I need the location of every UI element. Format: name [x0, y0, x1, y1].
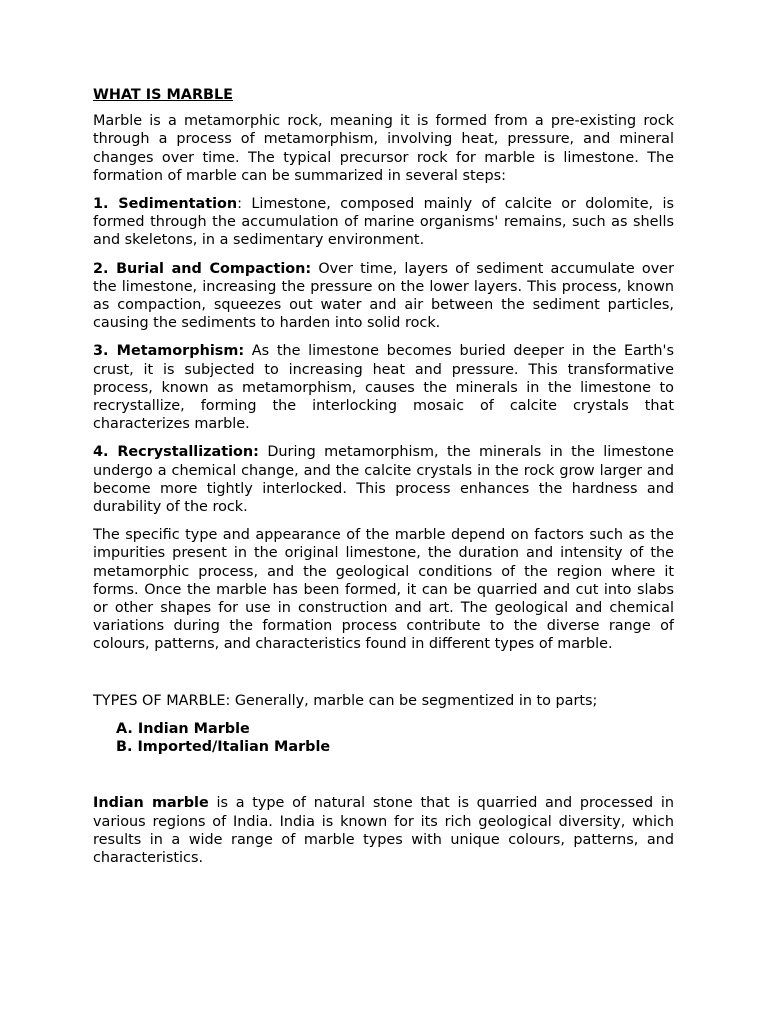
step-heading-1: 1. Sedimentation [93, 196, 238, 213]
step-paragraph-4 [93, 443, 674, 516]
step-separator-3 [244, 343, 252, 359]
list-item: B. Imported/Italian Marble [116, 739, 331, 756]
list-item: A. Indian Marble [116, 720, 250, 737]
step-text-1: Limestone, composed mainly of calcite or dolomite, is formed through the accumulation of marine organisms' remains, such as shells and skeletons, in a sedimentary environment. [93, 196, 674, 249]
step-paragraph-3 [93, 342, 674, 433]
step-text-3: As the limestone becomes buried deeper in the Earth's crust, it is subjected to increasing heat and pressure. This transformative process, known as metamorphism, causes the minerals in the limestone to recrystallize, forming the interlocking mosaic of calcite crystals that characterizes marble. [93, 343, 674, 433]
document-title: WHAT IS MARBLE [93, 87, 233, 103]
step-heading-2: 2. Burial and Compaction: [93, 260, 312, 277]
summary-paragraph: The specific type and appearance of the marble depend on factors such as the impurities present in the original limestone, the duration and intensity of the metamorphic process, and the geological conditions of the region where it forms. Once the marble has been formed, it can be quarried and cut into slabs or other shapes for use in construction and art. The geological and chemical variations during the formation process contribute to the diverse range of colours, patterns, and characteristics found in different types of marble. [93, 527, 674, 653]
step-heading-4: 4. Recrystallization: [93, 444, 259, 461]
step-heading-3: 3. Metamorphism: [93, 343, 245, 360]
step-text-4: During metamorphism, the minerals in the limestone undergo a chemical change, and the calcite crystals in the rock grow larger and become more tightly interlocked. This process enhances the hardness and durability of the rock. [93, 444, 674, 516]
step-paragraph-1 [93, 195, 674, 250]
intro-paragraph: Marble is a metamorphic rock, meaning it is formed from a pre-existing rock through a process of metamorphism, involving heat, pressure, and mineral changes over time. The typical precursor rock for marble is limestone. The formation of marble can be summarized in several steps: [93, 113, 674, 184]
indian-marble-paragraph [93, 794, 674, 867]
types-list [93, 720, 674, 756]
step-text-2: Over time, layers of sediment accumulate over the limestone, increasing the pressure on the lower layers. This process, known as compaction, squeezes out water and air between the sediment particles, causing the sediments to harden into solid rock. [93, 260, 675, 332]
indian-marble-heading: Indian marble [93, 795, 209, 812]
document-page [93, 86, 674, 877]
step-paragraph-2 [93, 260, 674, 333]
step-separator-1: : [237, 196, 252, 213]
indian-marble-text: is a type of natural stone that is quarried and processed in various regions of India. India is known for its rich geological diversity, which results in a wide range of marble types with unique colours, patterns, and characteristics. [93, 795, 674, 866]
types-intro: TYPES OF MARBLE: Generally, marble can be segmentized in to parts; [93, 692, 598, 709]
